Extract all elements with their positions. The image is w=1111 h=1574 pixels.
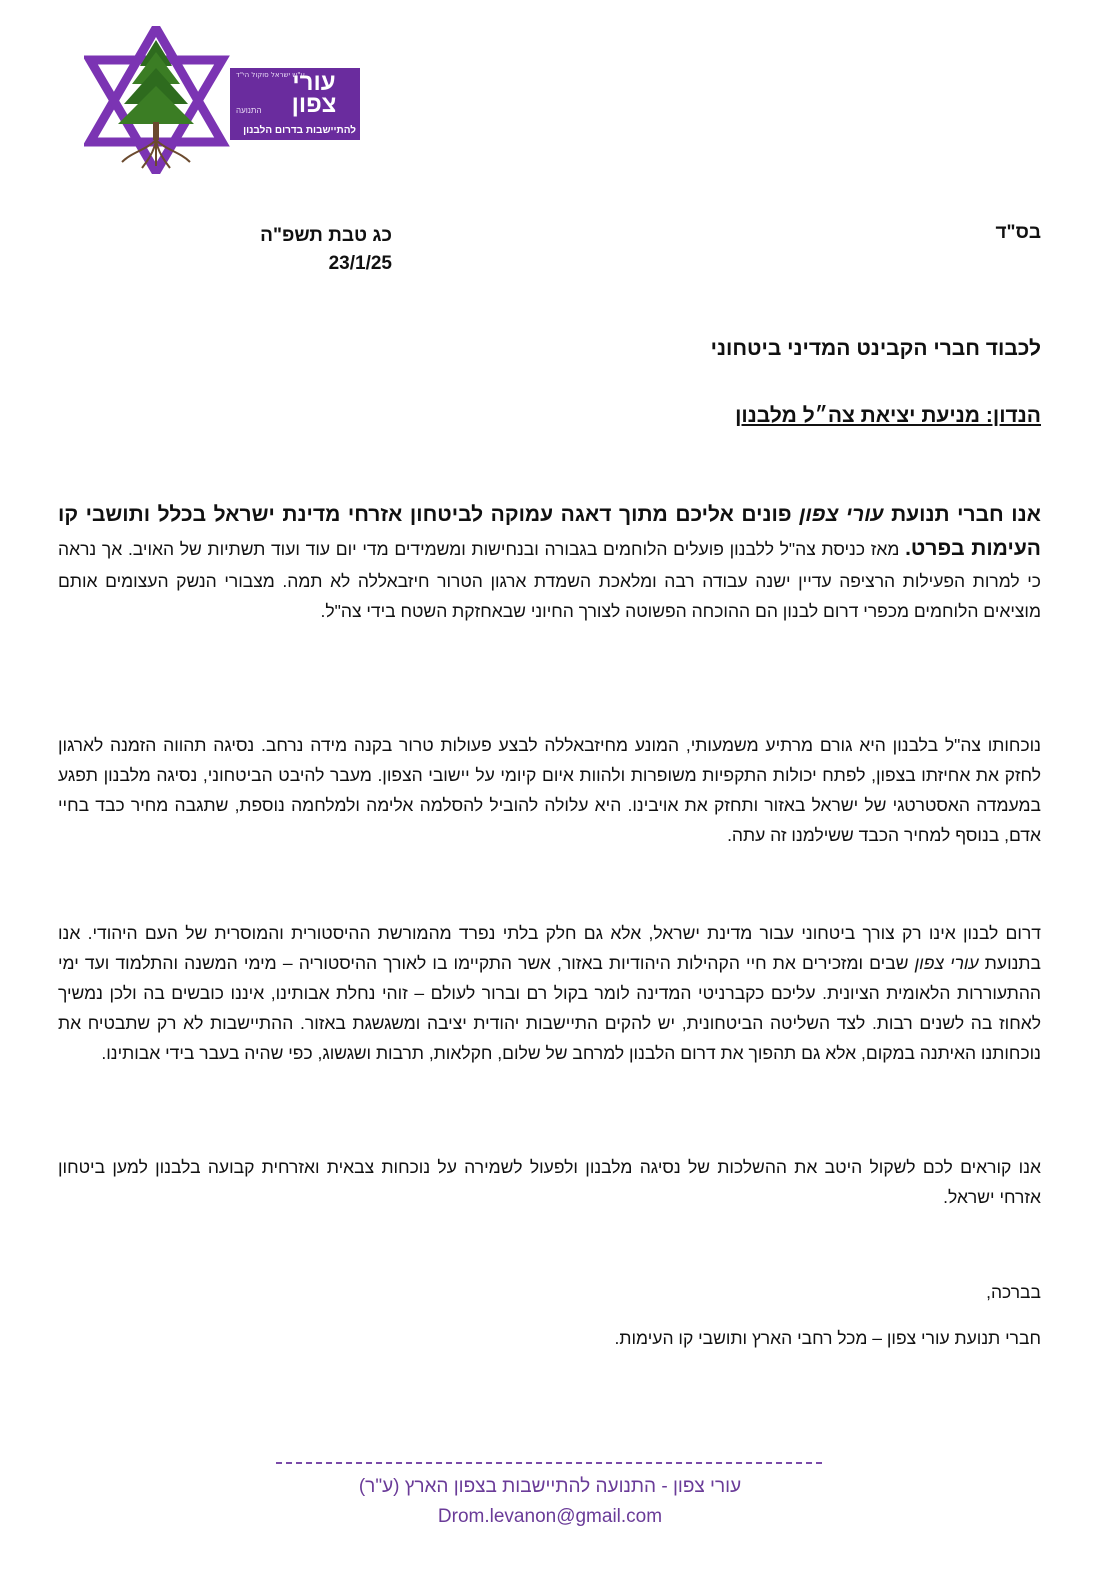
logo-subtitle-2: להתיישבות בדרום הלבנון bbox=[243, 125, 356, 136]
recipient-line: לכבוד חברי הקבינט המדיני ביטחוני bbox=[710, 337, 1041, 360]
date-block bbox=[240, 222, 392, 278]
lead-prefix: אנו חברי תנועת bbox=[883, 503, 1041, 526]
paragraph-1-text: מאז כניסת צה"ל ללבנון פועלים הלוחמים בגבורה ובנחישות ומשמידים מדי יום עוד ועוד תשתיות של האויב. אך נראה כי למרות הפעילות הרציפה עדיין ישנה עבודה רבה ומלאכת השמדת ארגון הטרור חיזבאללה לא תמה. מצבורי הנשק העצומים אותם מוציאים הלוחמים מכפרי דרום לבנון הם ההוכחה הפשוטה לצורך החיוני שבאחזקת השטח בידי צה"ל. bbox=[58, 539, 1041, 621]
paragraph-3-text-b: שבים ומזכירים את חיי הקהילות היהודיות באזור, אשר התקיימו בו לאורך ההיסטוריה – מימי המשנה והתלמוד ועד ימי ההתעוררות הלאומית הציונית. עליכם כקברניטי המדינה לומר בקול רם וברור לעולם – זוהי נחלת אבותינו, איננו כובשים בה ולכן נמשיך לאחוז בה לשנים רבות. לצד השליטה הביטחונית, יש להקים התיישבות יהודית יציבה ומשגשגת באזור. ההתיישבות לא רק שתבטיח את נוכחותנו האיתנה במקום, אלא גם תהפוך את דרום הלבנון למרחב של שלום, חקלאות, תרבות ושגשוג, כפי שהיה בעבר בידי אבותינו. bbox=[58, 953, 1041, 1063]
paragraph-3-org-name: עורי צפון bbox=[914, 953, 979, 973]
footer-email[interactable]: Drom.levanon@gmail.com bbox=[437, 1506, 663, 1527]
paragraph-3 bbox=[58, 918, 1041, 1068]
logo-subtitle-1: התנועה bbox=[236, 106, 262, 115]
logo-name: עורי צפון bbox=[291, 69, 337, 118]
footer-divider bbox=[276, 1462, 822, 1464]
hebrew-date: כג טבת תשפ"ה bbox=[260, 225, 392, 246]
paragraph-1 bbox=[58, 498, 1041, 626]
logo-banner bbox=[230, 68, 360, 140]
closing: בברכה, bbox=[986, 1282, 1041, 1302]
lead-org-name: עורי צפון bbox=[799, 503, 884, 526]
paragraph-2: נוכחותו צה"ל בלבנון היא גורם מרתיע משמעותי, המונע מחיזבאללה לבצע פעולות טרור בקנה מידה נרחב. נסיגה תהווה הזמנה לארגון לחזק את אחיזתו בצפון, לפתח יכולות התקפיות משופרות ולהוות איום קיומי על יישובי הצפון. מעבר להיבט הביטחוני, נסיגה מלבנון תפגע במעמדה האסטרטגי של ישראל באזור ותחזק את אויבינו. היא עלולה להוביל להסלמה אלימה ולמלחמה נוספת, שתגבה מחיר כבד בחיי אדם, בנוסף למחיר הכבד ששילמנו זה עתה. bbox=[58, 735, 1041, 845]
organization-logo bbox=[84, 26, 380, 174]
footer-org: עורי צפון - התנועה להתיישבות בצפון הארץ (ע"ר) bbox=[358, 1476, 742, 1497]
paragraph-3-text-a: דרום לבנון אינו רק צורך ביטחוני עבור מדינת ישראל, אלא גם חלק בלתי נפרד מהמורשת ההיסטורית והמוסרית של העם היהודי. אנו בתנועת bbox=[58, 923, 1041, 973]
signoff: חברי תנועת עורי צפון – מכל רחבי הארץ ותושבי קו העימות. bbox=[614, 1328, 1041, 1348]
gregorian-date: 23/1/25 bbox=[328, 253, 392, 274]
bsd-mark: בס"ד bbox=[995, 222, 1041, 243]
lead-rest: פונים אליכם מתוך דאגה עמוקה לביטחון אזרחי מדינת ישראל בכלל ותושבי קו העימות בפרט. bbox=[58, 503, 1041, 560]
paragraph-4: אנו קוראים לכם לשקול היטב את ההשלכות של נסיגה מלבנון ולפעול לשמירה על נוכחות צבאית ואזרחית קבועה בלבנון למען ביטחון אזרחי ישראל. bbox=[58, 1157, 1041, 1207]
logo-small-text: ע"ש ישראל סוקול הי"ד bbox=[236, 71, 305, 79]
subject-line: הנדון: מניעת יציאת צה״ל מלבנון bbox=[735, 404, 1041, 427]
